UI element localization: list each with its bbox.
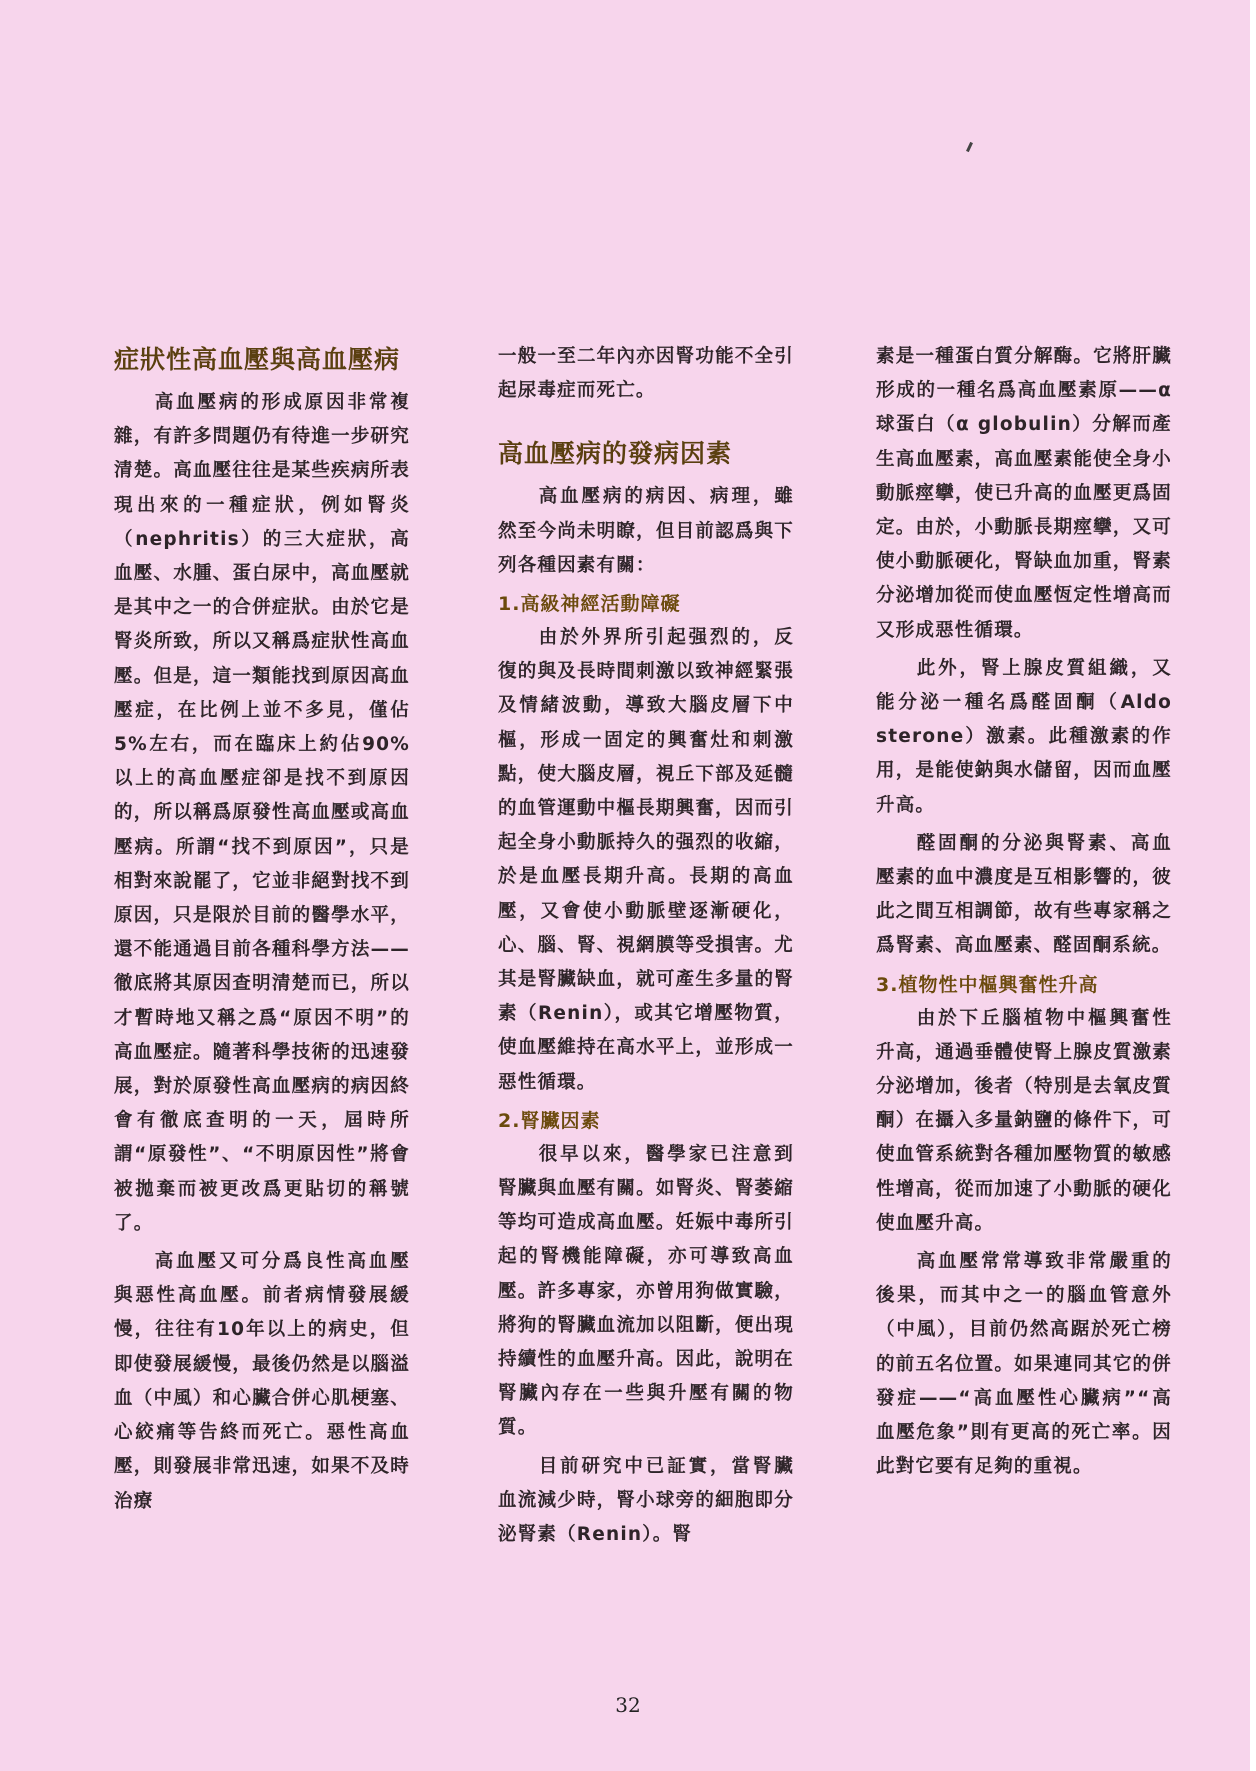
paragraph: 由於外界所引起强烈的，反復的與及長時間刺激以致神經緊張及情緒波動，導致大腦皮層下中樞，形成一固定的興奮灶和刺激點，使大腦皮層，視丘下部及延髓的血管運動中樞長期興奮，因而引起全身小動脈持久的强烈的收縮，於是血壓長期升高。長期的高血壓，又會使小動脈壁逐漸硬化，心、腦、腎、視網膜等受損害。尤其是腎臟缺血，就可產生多量的腎素（Renin），或其它增壓物質，使血壓維持在高水平上，並形成一惡性循環。	[498, 627, 794, 1093]
sub-heading: 1.高級神經活動障礙	[498, 593, 681, 616]
column-middle	[498, 340, 794, 1556]
paragraph: 高血壓病的病因、病理，雖然至今尚未明瞭，但目前認爲與下列各種因素有關：	[498, 486, 794, 576]
sub-heading: 3.植物性中樞興奮性升高	[876, 973, 1099, 996]
paragraph: 醛固酮的分泌與腎素、高血壓素的血中濃度是互相影響的，彼此之間互相調節，故有些專家稱之爲腎素、高血壓素、醛固酮系統。	[876, 832, 1172, 957]
column-left	[114, 340, 410, 1523]
paragraph: 很早以來，醫學家已注意到腎臟與血壓有關。如腎炎、腎萎縮等均可造成高血壓。妊娠中毒所引起的腎機能障礙，亦可導致高血壓。許多專家，亦曾用狗做實驗，將狗的腎臟血流加以阻斷，便出現持續性的血壓升高。因此，說明在腎臟內存在一些與升壓有關的物質。	[498, 1143, 794, 1439]
paragraph-continued: 素是一種蛋白質分解酶。它將肝臟形成的一種名爲高血壓素原——α球蛋白（α globulin）分解而產生高血壓素，高血壓素能使全身小動脈痙攣，使已升高的血壓更爲固定。由於，小動脈長期痙攣，又可使小動脈硬化，腎缺血加重，腎素分泌增加從而使血壓恆定性增高而又形成惡性循環。	[876, 346, 1172, 641]
column-right	[876, 340, 1172, 1489]
paragraph: 高血壓常常導致非常嚴重的後果，而其中之一的腦血管意外（中風），目前仍然高踞於死亡榜的前五名位置。如果連同其它的併發症——“高血壓性心臟病”“高血壓危象”則有更高的死亡率。因此對它要有足夠的重視。	[876, 1251, 1172, 1478]
paragraph: 高血壓病的形成原因非常複雜，有許多問題仍有待進一步研究清楚。高血壓往往是某些疾病所表現出來的一種症狀，例如腎炎（nephritis）的三大症狀，高血壓、水腫、蛋白尿中，高血壓就是其中之一的合併症狀。由於它是腎炎所致，所以又稱爲症狀性高血壓。但是，這一類能找到原因高血壓症，在比例上並不多見，僅佔5%左右，而在臨床上約佔90%以上的高血壓症卻是找不到原因的，所以稱爲原發性高血壓或高血壓病。所謂“找不到原因”，只是相對來說罷了，它並非絕對找不到原因，只是限於目前的醫學水平，還不能通過目前各種科學方法——徹底將其原因查明清楚而已，所以才暫時地又稱之爲“原因不明”的高血壓症。隨著科學技術的迅速發展，對於原發性高血壓病的病因終會有徹底查明的一天，屆時所謂“原發性”、“不明原因性”將會被拋棄而被更改爲更貼切的稱號了。	[114, 392, 410, 1234]
section-heading: 高血壓病的發病因素	[498, 439, 733, 469]
sub-heading: 2.腎臟因素	[498, 1109, 601, 1132]
paragraph: 由於下丘腦植物中樞興奮性升高，通過垂體使腎上腺皮質激素分泌增加，後者（特別是去氧皮質酮）在攝入多量鈉鹽的條件下，可使血管系統對各種加壓物質的敏感性增高，從而加速了小動脈的硬化使血壓升高。	[876, 1007, 1172, 1234]
section-heading: 症狀性高血壓與高血壓病	[114, 345, 401, 374]
page-edge	[1250, 0, 1256, 1771]
paragraph: 高血壓又可分爲良性高血壓與惡性高血壓。前者病情發展緩慢，往往有10年以上的病史，但即使發展緩慢，最後仍然是以腦溢血（中風）和心臟合併心肌梗塞、心絞痛等告終而死亡。惡性高血壓，則發展非常迅速，如果不及時治療	[114, 1251, 410, 1512]
paragraph-continued: 一般一至二年內亦因腎功能不全引起尿毒症而死亡。	[498, 346, 794, 402]
paragraph: 目前研究中已証實，當腎臟血流減少時，腎小球旁的細胞即分泌腎素（Renin）。腎	[498, 1455, 794, 1546]
ink-speck	[966, 142, 973, 152]
paragraph: 此外，腎上腺皮質組織，又能分泌一種名爲醛固酮（Aldo sterone）激素。此種激素的作用，是能使鈉與水儲留，因而血壓升高。	[876, 657, 1172, 816]
page-number: 32	[615, 1693, 641, 1717]
section-spacer	[498, 412, 794, 434]
